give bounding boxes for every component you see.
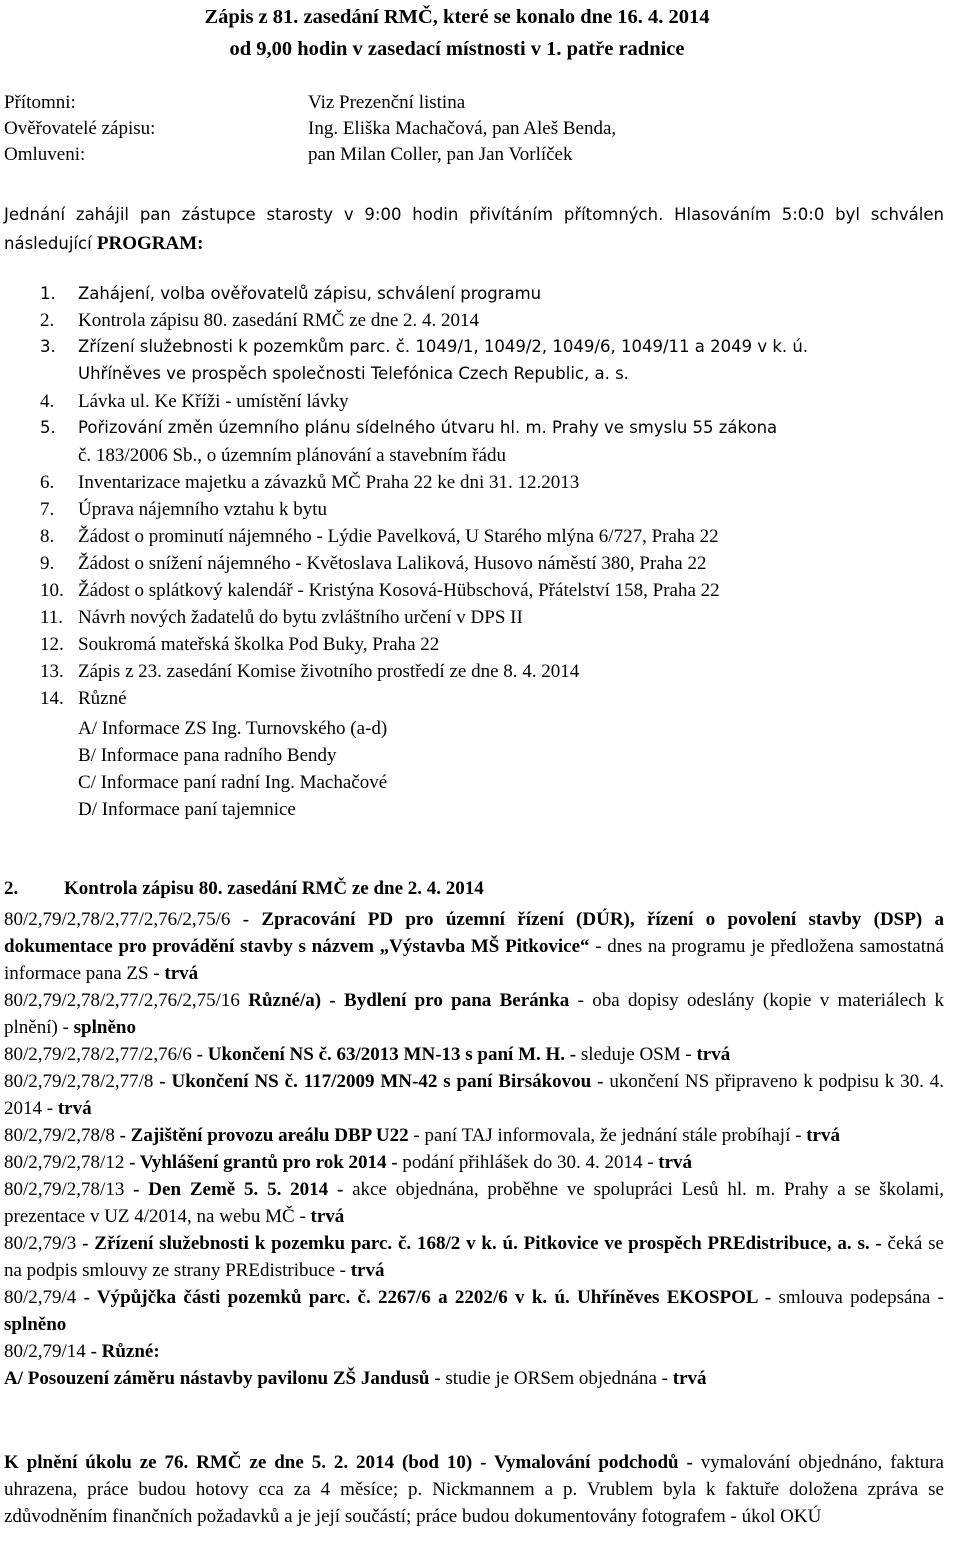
program-subitem: C/ Informace paní radní Ing. Machačové — [78, 772, 388, 793]
section2-heading: 2. Kontrola zápisu 80. zasedání RMČ ze dne 2. 4. 2014 — [4, 878, 484, 899]
verifiers-value: Ing. Eliška Machačová, pan Aleš Benda, — [308, 118, 617, 139]
program-heading: PROGRAM: — [96, 232, 204, 254]
program-item: 3. Zřízení služebnosti k pozemkům parc. č. 1049/1, 1049/2, 1049/6, 1049/11 a 2049 v k. ú. — [40, 337, 809, 356]
program-item: 4. Lávka ul. Ke Kříži - umístění lávky — [40, 391, 349, 412]
minute-entry: 80/2,79/2,78/13 - Den Země 5. 5. 2014 - akce objednána, proběhne ve spolupráci Lesů hl. m. Prahy a se školami, prezentace v UZ 4/2014, na webu MČ - trvá — [4, 1179, 945, 1227]
verifiers-label: Ověřovatelé zápisu: — [4, 118, 156, 139]
minutes-body — [4, 906, 944, 1392]
present-label: Přítomni: — [4, 92, 76, 113]
excused-label: Omluveni: — [4, 144, 86, 165]
minute-entry: 80/2,79/4 - Výpůjčka části pozemků parc. č. 2267/6 a 2202/6 v k. ú. Uhříněves EKOSPOL - smlouva podepsána - splněno — [4, 1287, 944, 1335]
intro-paragraph — [4, 201, 944, 259]
program-item: 14. Různé — [40, 688, 127, 709]
intro-text: Jednání zahájil pan zástupce starosty v 9:00 hodin přivítáním přítomných. Hlasováním 5:0:0 byl schválen následující — [4, 205, 944, 253]
program-item: 1. Zahájení, volba ověřovatelů zápisu, schválení programu — [40, 284, 542, 303]
closing-paragraph: K plnění úkolu ze 76. RMČ ze dne 5. 2. 2014 (bod 10) - Vymalování podchodů - vymalování objednáno, faktura uhrazena, práce budou hotovy cca za 4 měsíce; p. Nickmannem a p. Vrublem byla k faktuře doložena zpráva se zdůvodněním finančních požadavků a je její součástí; práce budou dokumentovány fotografem - úkol OKÚ — [4, 1452, 944, 1527]
program-item: 12. Soukromá mateřská školka Pod Buky, Praha 22 — [40, 634, 440, 655]
excused-value: pan Milan Coller, pan Jan Vorlíček — [308, 144, 573, 165]
program-item: 6. Inventarizace majetku a závazků MČ Praha 22 ke dni 31. 12.2013 — [40, 472, 580, 493]
document-title-line1: Zápis z 81. zasedání RMČ, které se konalo dne 16. 4. 2014 — [204, 6, 710, 28]
minute-entry: 80/2,79/3 - Zřízení služebnosti k pozemku parc. č. 168/2 v k. ú. Pitkovice ve prospěch PREdistribuce, a. s. - čeká se na podpis smlouvy ze strany PREdistribuce - trvá — [4, 1233, 944, 1281]
program-item: 10. Žádost o splátkový kalendář - Kristýna Kosová-Hübschová, Přátelství 158, Praha 22 — [40, 580, 720, 601]
program-item: Uhříněves ve prospěch společnosti Telefónica Czech Republic, a. s. — [78, 364, 629, 383]
minute-entry: 80/2,79/2,78/2,77/8 - Ukončení NS č. 117/2009 MN-42 s paní Birsákovou - ukončení NS připraveno k podpisu k 30. 4. 2014 - trvá — [4, 1071, 945, 1119]
program-item: č. 183/2006 Sb., o územním plánování a stavebním řádu — [78, 445, 506, 466]
program-item: 13. Zápis z 23. zasedání Komise životního prostředí ze dne 8. 4. 2014 — [40, 661, 580, 682]
minute-entry: 80/2,79/2,78/8 - Zajištění provozu areálu DBP U22 - paní TAJ informovala, že jednání stále probíhají - trvá — [4, 1125, 840, 1146]
program-item: 9. Žádost o snížení nájemného - Květoslava Laliková, Husovo náměstí 380, Praha 22 — [40, 553, 707, 574]
present-value: Viz Prezenční listina — [308, 92, 466, 113]
program-item: 11. Návrh nových žadatelů do bytu zvláštního určení v DPS II — [40, 607, 523, 628]
program-subitem: A/ Informace ZS Ing. Turnovského (a-d) — [78, 718, 388, 739]
program-item: 7. Úprava nájemního vztahu k bytu — [40, 499, 328, 520]
minute-entry: 80/2,79/2,78/2,77/2,76/2,75/16 Různé/a) - Bydlení pro pana Beránka - oba dopisy odeslány (kopie v materiálech k plnění) - splněno — [4, 990, 944, 1038]
document-title-line2: od 9,00 hodin v zasedací místnosti v 1. patře radnice — [229, 38, 685, 60]
minute-entry: 80/2,79/2,78/2,77/2,76/6 - Ukončení NS č. 63/2013 MN-13 s paní M. H. - sleduje OSM - trvá — [4, 1044, 731, 1065]
program-item: 8. Žádost o prominutí nájemného - Lýdie Pavelková, U Starého mlýna 6/727, Praha 22 — [40, 526, 719, 547]
minute-entry: 80/2,79/14 - Různé: — [4, 1341, 160, 1362]
program-item: 5. Pořizování změn územního plánu sídelného útvaru hl. m. Prahy ve smyslu 55 zákona — [40, 418, 778, 437]
program-subitem: B/ Informace pana radního Bendy — [78, 745, 337, 766]
minute-entry: 80/2,79/2,78/12 - Vyhlášení grantů pro rok 2014 - podání přihlášek do 30. 4. 2014 - trvá — [4, 1152, 693, 1173]
minute-entry: A/ Posouzení záměru nástavby pavilonu ZŠ Jandusů - studie je ORSem objednána - trvá — [4, 1368, 707, 1389]
program-subitem: D/ Informace paní tajemnice — [78, 799, 296, 820]
minute-entry: 80/2,79/2,78/2,77/2,76/2,75/6 - Zpracování PD pro územní řízení (DÚR), řízení o povolení stavby (DSP) a dokumentace pro provádění stavby s názvem „Výstavba MŠ Pitkovice“ - dnes na programu je předložena samostatná informace pana ZS - trvá — [4, 909, 944, 984]
program-item: 2. Kontrola zápisu 80. zasedání RMČ ze dne 2. 4. 2014 — [40, 310, 480, 331]
